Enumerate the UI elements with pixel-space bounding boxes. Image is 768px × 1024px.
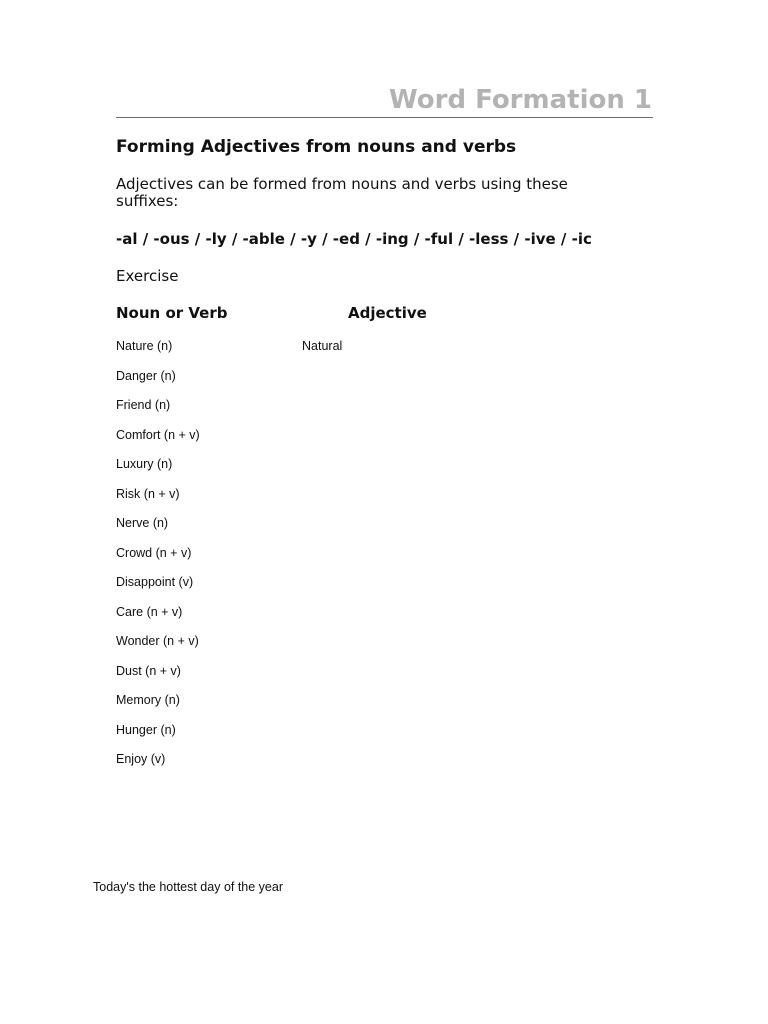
exercise-rows	[116, 336, 516, 779]
exercise-row	[116, 631, 516, 661]
word-cell: Luxury (n)	[116, 457, 173, 471]
word-cell: Care (n + v)	[116, 604, 183, 619]
exercise-row	[116, 543, 516, 573]
document-title: Word Formation 1	[389, 85, 652, 115]
exercise-row	[116, 749, 516, 779]
word-cell: Dust (n + v)	[116, 663, 181, 678]
exercise-row	[116, 720, 516, 750]
title-divider	[116, 117, 653, 118]
intro-paragraph: Adjectives can be formed from nouns and verbs using these suffixes:	[116, 175, 568, 210]
section-heading: Forming Adjectives from nouns and verbs	[116, 137, 517, 157]
exercise-row	[116, 336, 516, 366]
exercise-row	[116, 690, 516, 720]
word-cell: Friend (n)	[116, 398, 171, 412]
footer-note: Today's the hottest day of the year	[93, 880, 284, 894]
word-cell: Disappoint (v)	[116, 575, 194, 589]
word-cell: Comfort (n + v)	[116, 427, 200, 442]
word-cell: Nature (n)	[116, 339, 173, 353]
exercise-label: Exercise	[116, 267, 179, 285]
exercise-row	[116, 513, 516, 543]
suffix-list: -al / -ous / -ly / -able / -y / -ed / -ing / -ful / -less / -ive / -ic	[116, 230, 592, 248]
exercise-row	[116, 602, 516, 632]
column-header-adjective: Adjective	[348, 304, 427, 322]
exercise-row	[116, 454, 516, 484]
exercise-row	[116, 395, 516, 425]
word-cell: Danger (n)	[116, 368, 176, 383]
column-header-noun-or-verb: Noun or Verb	[116, 304, 228, 322]
word-cell: Wonder (n + v)	[116, 634, 199, 648]
word-cell: Nerve (n)	[116, 516, 169, 530]
exercise-row	[116, 425, 516, 455]
word-cell: Enjoy (v)	[116, 752, 166, 766]
exercise-row	[116, 661, 516, 691]
word-cell: Hunger (n)	[116, 722, 176, 737]
exercise-row	[116, 366, 516, 396]
word-cell: Risk (n + v)	[116, 486, 180, 501]
exercise-row	[116, 572, 516, 602]
adjective-cell: Natural	[302, 339, 343, 353]
exercise-row	[116, 484, 516, 514]
word-cell: Crowd (n + v)	[116, 545, 192, 560]
word-cell: Memory (n)	[116, 693, 180, 707]
